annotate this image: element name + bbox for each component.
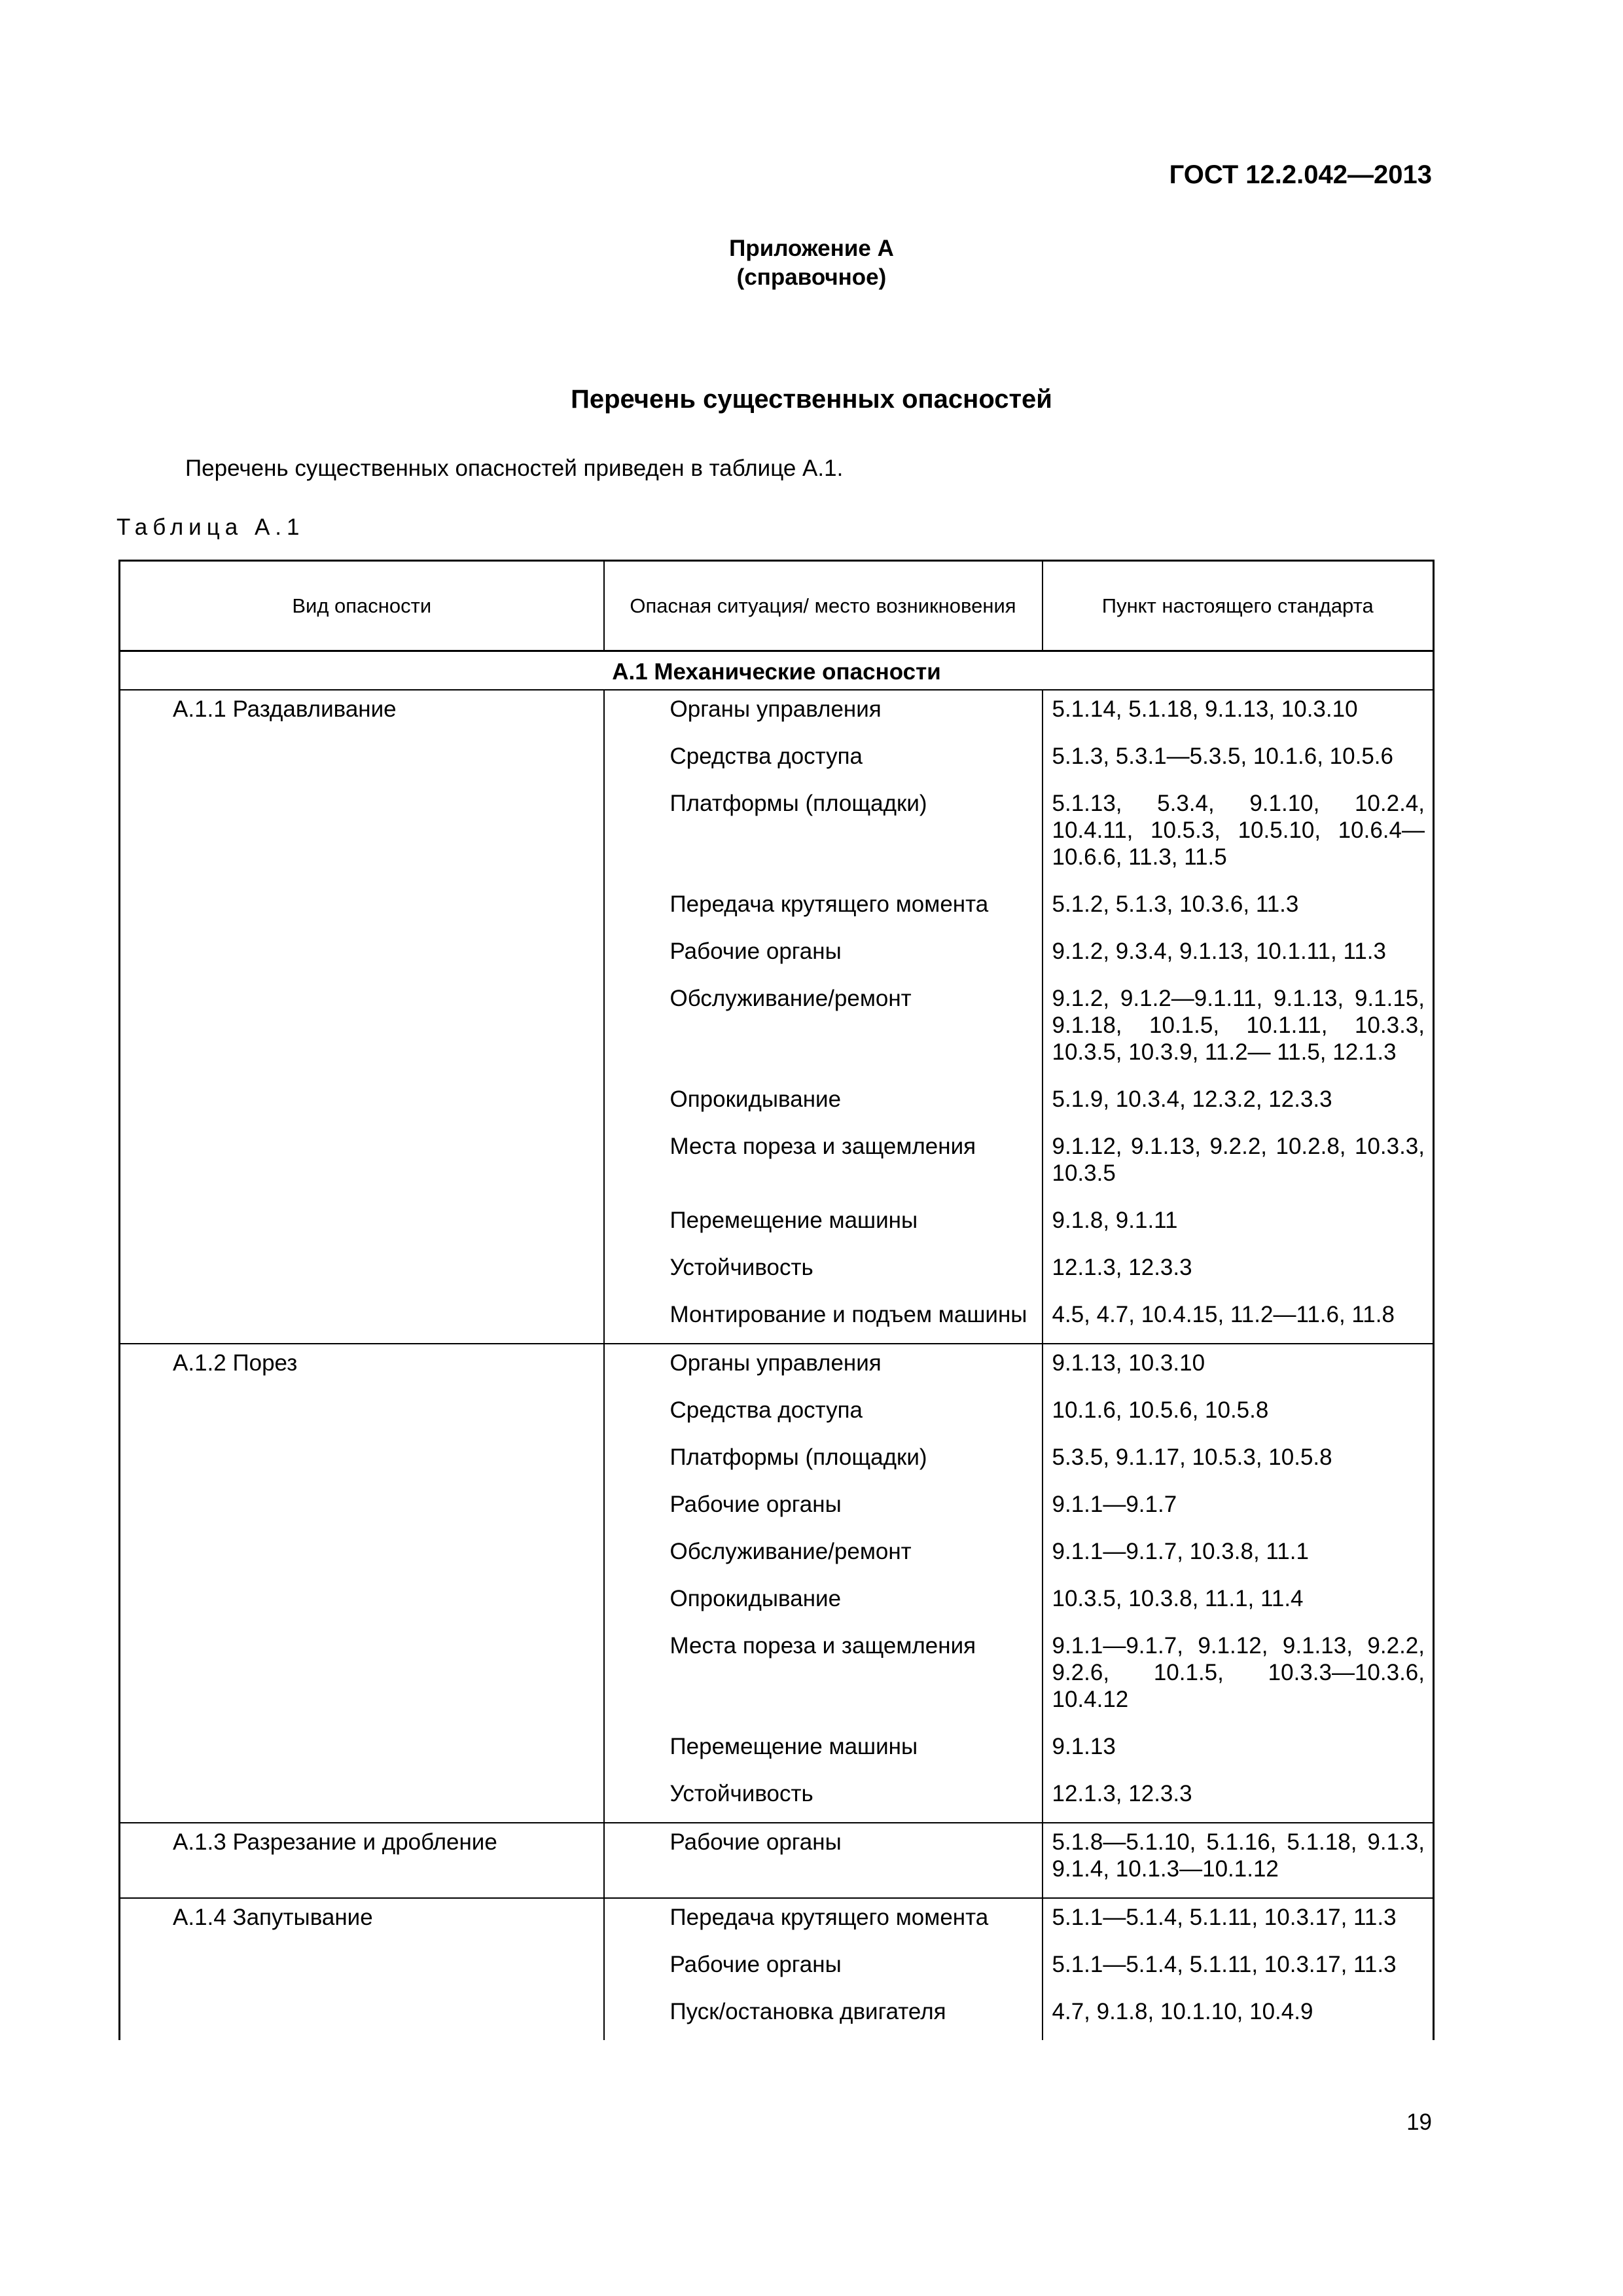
table-row bbox=[120, 1580, 1434, 1627]
category-title: А.1 Механические опасности bbox=[120, 651, 1434, 691]
situation-cell: Передача крутящего момента bbox=[604, 1898, 1043, 1946]
header-situation: Опасная ситуация/ место возникновения bbox=[604, 561, 1043, 651]
table-row bbox=[120, 1898, 1434, 1946]
empty-cell bbox=[120, 933, 604, 980]
category-row bbox=[120, 651, 1434, 691]
table-row bbox=[120, 785, 1434, 886]
clause-reference-cell: 5.1.13, 5.3.4, 9.1.10, 10.2.4, 10.4.11, 10.5.3, 10.5.10, 10.6.4— 10.6.6, 11.3, 11.5 bbox=[1052, 791, 1425, 870]
clause-reference-cell: 5.1.3, 5.3.1—5.3.5, 10.1.6, 10.5.6 bbox=[1052, 744, 1393, 769]
document-code: ГОСТ 12.2.042—2013 bbox=[1169, 160, 1432, 189]
table-row bbox=[120, 1391, 1434, 1439]
empty-cell bbox=[120, 886, 604, 933]
situation-cell: Обслуживание/ремонт bbox=[604, 980, 1043, 1081]
intro-paragraph: Перечень существенных опасностей приведен в таблице А.1. bbox=[185, 456, 844, 481]
hazard-type-cell: А.1.2 Порез bbox=[120, 1344, 604, 1391]
table-caption: Таблица А.1 bbox=[116, 514, 305, 540]
situation-cell: Устойчивость bbox=[604, 1775, 1043, 1823]
table-row bbox=[120, 690, 1434, 738]
clause-reference-cell: 5.1.2, 5.1.3, 10.3.6, 11.3 bbox=[1052, 891, 1299, 917]
situation-cell: Органы управления bbox=[604, 1344, 1043, 1391]
situation-cell: Монтирование и подъем машины bbox=[604, 1296, 1043, 1344]
clause-reference-cell: 9.1.1—9.1.7 bbox=[1052, 1492, 1177, 1517]
table-row bbox=[120, 886, 1434, 933]
table-row bbox=[120, 1533, 1434, 1580]
situation-cell: Рабочие органы bbox=[604, 1823, 1043, 1898]
empty-cell bbox=[120, 1533, 604, 1580]
clause-reference-cell: 4.7, 9.1.8, 10.1.10, 10.4.9 bbox=[1052, 1999, 1313, 2024]
table-row bbox=[120, 1202, 1434, 1249]
situation-cell: Рабочие органы bbox=[604, 933, 1043, 980]
empty-cell bbox=[120, 1128, 604, 1202]
empty-cell bbox=[120, 1296, 604, 1344]
empty-cell bbox=[120, 980, 604, 1081]
empty-cell bbox=[120, 738, 604, 785]
header-hazard-type: Вид опасности bbox=[120, 561, 604, 651]
situation-cell: Средства доступа bbox=[604, 738, 1043, 785]
clause-reference-cell: 9.1.8, 9.1.11 bbox=[1052, 1208, 1178, 1233]
section-title: Перечень существенных опасностей bbox=[571, 385, 1052, 414]
empty-cell bbox=[120, 1202, 604, 1249]
hazard-type-cell: А.1.4 Запутывание bbox=[120, 1898, 604, 1946]
clause-reference-cell: 9.1.13, 10.3.10 bbox=[1043, 1344, 1434, 1391]
clause-reference-cell: 9.1.2, 9.3.4, 9.1.13, 10.1.11, 11.3 bbox=[1052, 939, 1386, 964]
situation-cell: Рабочие органы bbox=[604, 1486, 1043, 1533]
empty-cell bbox=[120, 1486, 604, 1533]
table-row bbox=[120, 1486, 1434, 1533]
situation-cell: Места пореза и защемления bbox=[604, 1128, 1043, 1202]
header-clause: Пункт настоящего стандарта bbox=[1043, 561, 1434, 651]
empty-cell bbox=[120, 1249, 604, 1296]
table-row bbox=[120, 1249, 1434, 1296]
table-row bbox=[120, 1823, 1434, 1898]
hazards-table bbox=[118, 560, 1435, 2040]
hazard-type-cell: А.1.1 Раздавливание bbox=[120, 690, 604, 738]
empty-cell bbox=[120, 785, 604, 886]
situation-cell: Платформы (площадки) bbox=[604, 1439, 1043, 1486]
table-body bbox=[120, 651, 1434, 2041]
situation-cell: Пуск/остановка двигателя bbox=[604, 1993, 1043, 2040]
situation-cell: Опрокидывание bbox=[604, 1081, 1043, 1128]
situation-cell: Платформы (площадки) bbox=[604, 785, 1043, 886]
situation-cell: Устойчивость bbox=[604, 1249, 1043, 1296]
clause-reference-cell: 9.1.2, 9.1.2—9.1.11, 9.1.13, 9.1.15, 9.1.18, 10.1.5, 10.1.11, 10.3.3, 10.3.5, 10.3.9, 11.2— 11.5, 12.1.3 bbox=[1052, 986, 1425, 1065]
table-row bbox=[120, 738, 1434, 785]
table-row bbox=[120, 1439, 1434, 1486]
clause-reference-cell: 9.1.1—9.1.7, 10.3.8, 11.1 bbox=[1052, 1539, 1309, 1564]
table-row bbox=[120, 1993, 1434, 2040]
situation-cell: Обслуживание/ремонт bbox=[604, 1533, 1043, 1580]
empty-cell bbox=[120, 1081, 604, 1128]
empty-cell bbox=[120, 1439, 604, 1486]
table-row bbox=[120, 1296, 1434, 1344]
table-row bbox=[120, 980, 1434, 1081]
clause-reference-cell: 12.1.3, 12.3.3 bbox=[1052, 1255, 1192, 1280]
situation-cell: Средства доступа bbox=[604, 1391, 1043, 1439]
table-row bbox=[120, 1344, 1434, 1391]
empty-cell bbox=[120, 1728, 604, 1775]
clause-reference-cell: 5.1.1—5.1.4, 5.1.11, 10.3.17, 11.3 bbox=[1052, 1952, 1397, 1977]
clause-reference-cell: 5.1.14, 5.1.18, 9.1.13, 10.3.10 bbox=[1052, 696, 1358, 722]
clause-reference-cell: 5.1.8—5.1.10, 5.1.16, 5.1.18, 9.1.3, 9.1.4, 10.1.3—10.1.12 bbox=[1043, 1823, 1434, 1898]
empty-cell bbox=[120, 1391, 604, 1439]
hazard-type-cell: А.1.3 Разрезание и дробление bbox=[120, 1823, 604, 1898]
table-row bbox=[120, 1081, 1434, 1128]
clause-reference-cell: 4.5, 4.7, 10.4.15, 11.2—11.6, 11.8 bbox=[1052, 1302, 1395, 1327]
table-header-row bbox=[120, 561, 1434, 651]
situation-cell: Перемещение машины bbox=[604, 1728, 1043, 1775]
table-row bbox=[120, 1128, 1434, 1202]
situation-cell: Органы управления bbox=[604, 690, 1043, 738]
appendix-heading bbox=[0, 234, 1623, 292]
clause-reference-cell: 10.1.6, 10.5.6, 10.5.8 bbox=[1052, 1397, 1269, 1423]
empty-cell bbox=[120, 1775, 604, 1823]
situation-cell: Перемещение машины bbox=[604, 1202, 1043, 1249]
empty-cell bbox=[120, 1580, 604, 1627]
clause-reference-cell: 9.1.1—9.1.7, 9.1.12, 9.1.13, 9.2.2, 9.2.6, 10.1.5, 10.3.3—10.3.6, 10.4.12 bbox=[1052, 1633, 1425, 1712]
clause-reference-cell: 12.1.3, 12.3.3 bbox=[1052, 1781, 1192, 1806]
empty-cell bbox=[120, 1627, 604, 1728]
clause-reference-cell: 10.3.5, 10.3.8, 11.1, 11.4 bbox=[1052, 1586, 1304, 1611]
table-row bbox=[120, 933, 1434, 980]
empty-cell bbox=[120, 1993, 604, 2040]
situation-cell: Места пореза и защемления bbox=[604, 1627, 1043, 1728]
clause-reference-cell: 5.3.5, 9.1.17, 10.5.3, 10.5.8 bbox=[1052, 1444, 1332, 1470]
table-row bbox=[120, 1627, 1434, 1728]
situation-cell: Передача крутящего момента bbox=[604, 886, 1043, 933]
page-number: 19 bbox=[1406, 2109, 1432, 2135]
clause-reference-cell: 9.1.12, 9.1.13, 9.2.2, 10.2.8, 10.3.3, 10.3.5 bbox=[1052, 1134, 1425, 1186]
clause-reference-cell: 9.1.13 bbox=[1052, 1734, 1116, 1759]
table-row bbox=[120, 1728, 1434, 1775]
table-row bbox=[120, 1946, 1434, 1993]
clause-reference-cell: 5.1.1—5.1.4, 5.1.11, 10.3.17, 11.3 bbox=[1043, 1898, 1434, 1946]
table-row bbox=[120, 1775, 1434, 1823]
empty-cell bbox=[120, 1946, 604, 1993]
appendix-title: Приложение А bbox=[729, 236, 894, 261]
situation-cell: Опрокидывание bbox=[604, 1580, 1043, 1627]
appendix-subtitle: (справочное) bbox=[736, 264, 887, 290]
clause-reference-cell: 5.1.9, 10.3.4, 12.3.2, 12.3.3 bbox=[1052, 1086, 1332, 1112]
situation-cell: Рабочие органы bbox=[604, 1946, 1043, 1993]
